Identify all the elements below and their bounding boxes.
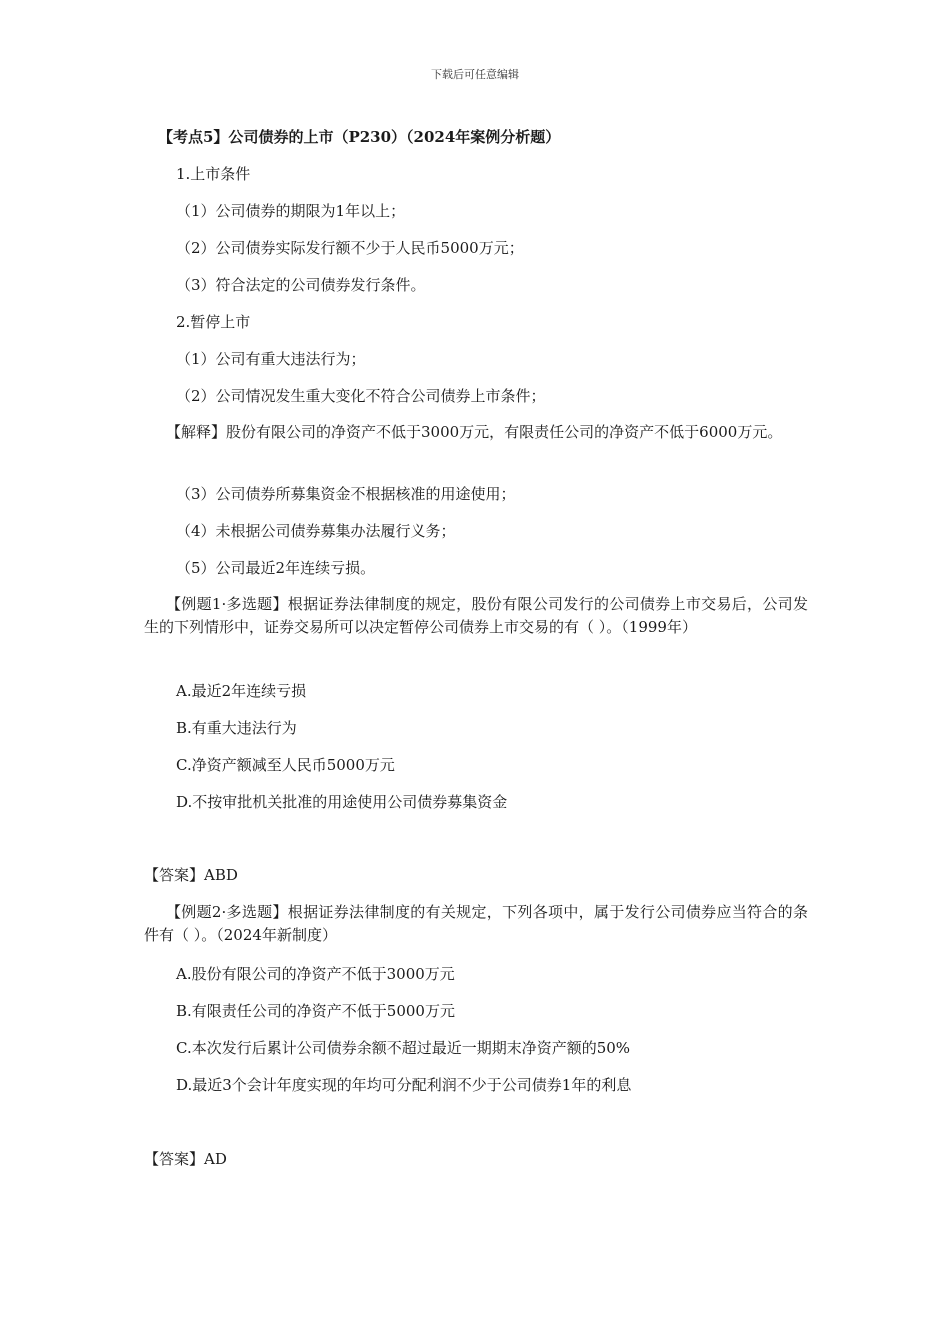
section-title: 【考点5】公司债券的上市（P230）（2024年案例分析题） [158, 128, 561, 146]
example1-option: B.有重大违法行为 [176, 719, 297, 737]
suspension-item: （3）公司债券所募集资金不根据核准的用途使用； [176, 485, 516, 503]
example1-option: D.不按审批机关批准的用途使用公司债券募集资金 [176, 793, 508, 811]
example2-option: A.股份有限公司的净资产不低于3000万元 [176, 965, 455, 983]
listing-conditions-heading: 1.上市条件 [176, 165, 251, 183]
listing-condition-item: （2）公司债券实际发行额不少于人民币5000万元； [176, 239, 524, 257]
example1-option: C.净资产额减至人民币5000万元 [176, 756, 395, 774]
example2-question: 【例题2·多选题】根据证券法律制度的有关规定，下列各项中，属于发行公司债券应当符合的条件有（ ）。（2024年新制度） [144, 903, 808, 944]
listing-condition-item: （1）公司债券的期限为1年以上； [176, 202, 406, 220]
suspension-item: （5）公司最近2年连续亏损。 [176, 559, 376, 577]
page-header: 下载后可任意编辑 [431, 68, 519, 81]
example2-option: C.本次发行后累计公司债券余额不超过最近一期期末净资产额的50% [176, 1039, 631, 1057]
example2-option: D.最近3个会计年度实现的年均可分配利润不少于公司债券1年的利息 [176, 1076, 632, 1094]
suspension-item: （4）未根据公司债券募集办法履行义务； [176, 522, 456, 540]
example1-question: 【例题1·多选题】根据证券法律制度的规定，股份有限公司发行的公司债券上市交易后，公司发生的下列情形中，证券交易所可以决定暂停公司债券上市交易的有（ ）。（1999年） [144, 595, 808, 636]
example2-answer: 【答案】AD [144, 1150, 227, 1168]
listing-condition-item: （3）符合法定的公司债券发行条件。 [176, 276, 426, 294]
example1-option: A.最近2年连续亏损 [176, 682, 307, 700]
example2-option: B.有限责任公司的净资产不低于5000万元 [176, 1002, 455, 1020]
example1-answer: 【答案】ABD [144, 866, 238, 884]
suspension-item: （1）公司有重大违法行为； [176, 350, 366, 368]
suspension-item: （2）公司情况发生重大变化不符合公司债券上市条件； [176, 387, 546, 405]
explanation-paragraph: 【解释】股份有限公司的净资产不低于3000万元，有限责任公司的净资产不低于6000万元。 [166, 423, 783, 441]
suspension-heading: 2.暂停上市 [176, 313, 251, 331]
